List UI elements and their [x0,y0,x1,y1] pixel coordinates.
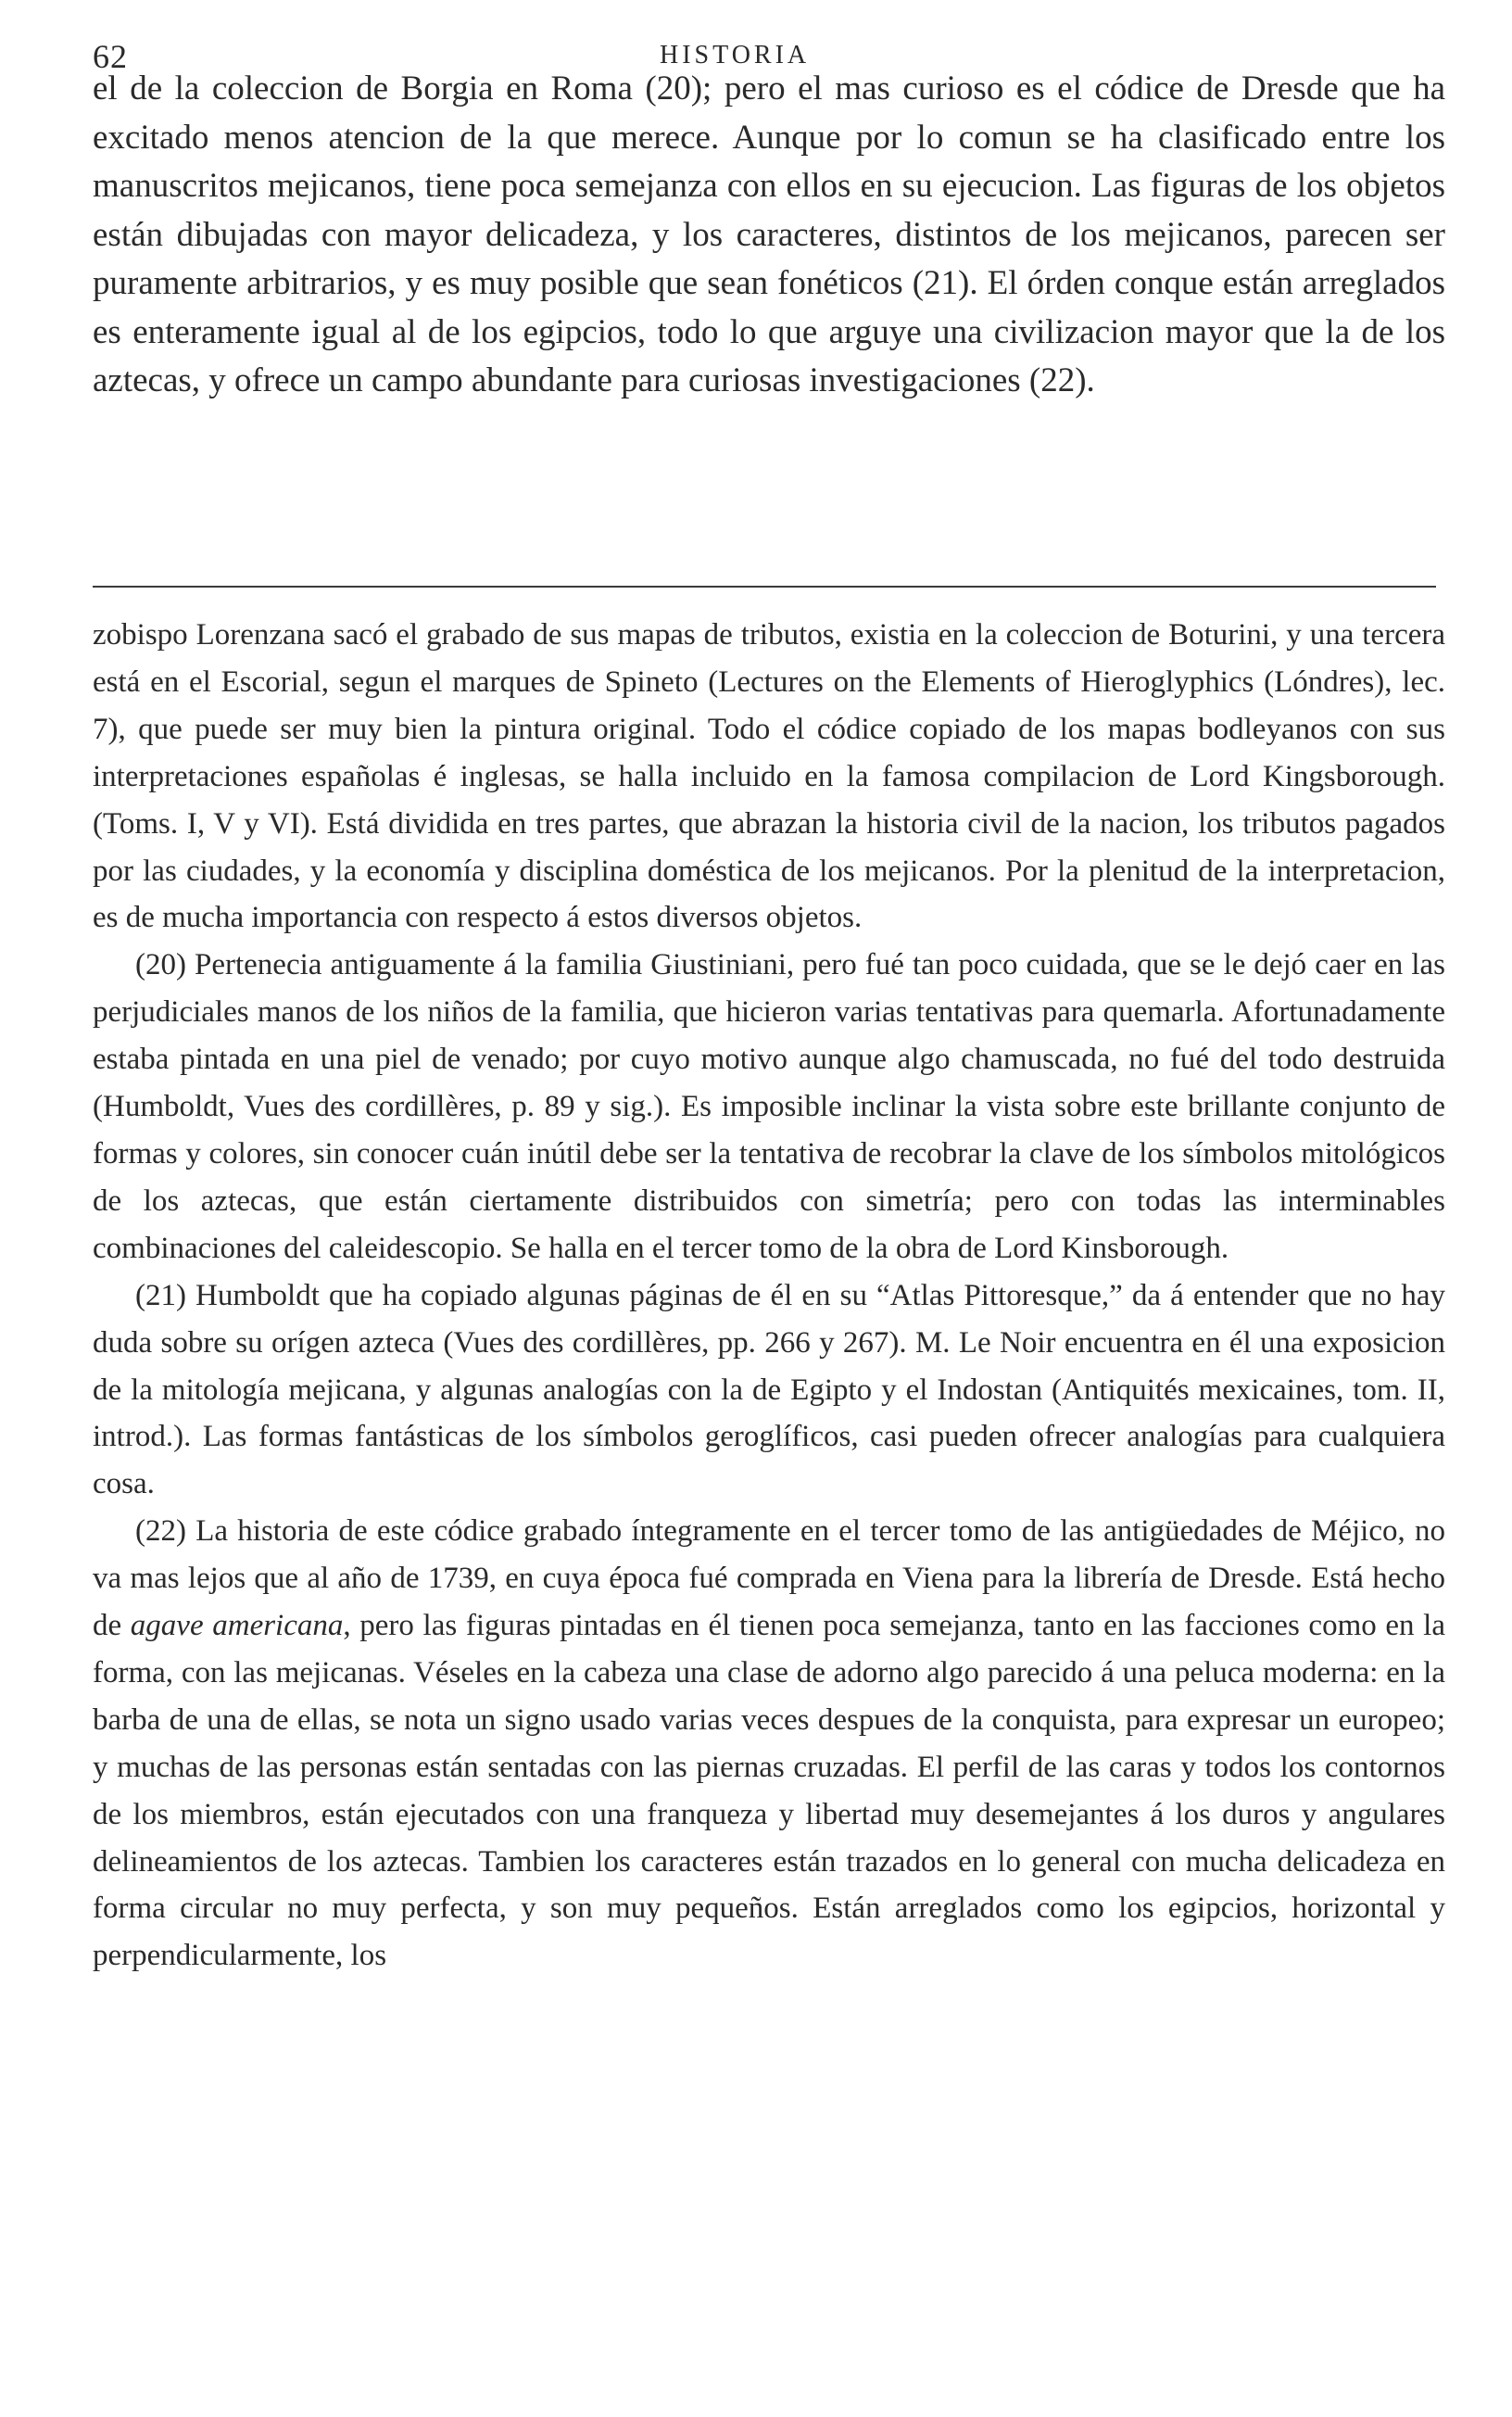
running-head: HISTORIA [660,41,811,70]
footnote-22-text-a: (22) La historia de este códice grabado íntegramente en el tercer tomo de las antigüedades de Méjico, no va mas lejos que al año de 1739, en cuya época fué comprada en Viena para la librería de Dresde. Está hecho de [93,1514,1445,1643]
footnote-continuation: zobispo Lorenzana sacó el grabado de sus mapas de tributos, existia en la coleccion de Boturini, y una tercera está en el Escorial, segun el marques de Spineto (Lectures on the Elements of Hieroglyphics (Lóndres), lec. 7), que puede ser muy bien la pintura original. Todo el códice copiado de los mapas bodleyanos con sus interpretaciones españolas é inglesas, se halla incluido en la famosa compilacion de Lord Kingsborough. (Toms. I, V y VI). Está dividida en tres partes, que abrazan la historia civil de la nacion, los tributos pagados por las ciudades, y la economía y disciplina doméstica de los mejicanos. Por la plenitud de la interpretacion, es de mucha importancia con respecto á estos diversos objetos. [93,618,1445,935]
footnote-22-italic-term: agave americana [130,1609,344,1643]
main-paragraph: el de la coleccion de Borgia en Roma (20); pero el mas curioso es el códice de Dresde que ha excitado menos atencion de la que merece. Aunque por lo comun se ha clasificado entre los manuscritos mejicanos, tiene poca semejanza con ellos en su ejecucion. Las figuras de los objetos están dibujadas con mayor delicadeza, y los caracteres, distintos de los mejicanos, parecen ser puramente arbitrarios, y es muy posible que sean fonéticos (21). El órden conque están arreglados es enteramente igual al de los egipcios, todo lo que arguye una civilizacion mayor que la de los aztecas, y ofrece un campo abundante para curiosas investigaciones (22). [93,70,1445,399]
page-number: 62 [93,38,128,75]
footnote-20: (20) Pertenecia antiguamente á la familia Giustiniani, pero fué tan poco cuidada, que se le dejó caer en las perjudiciales manos de los niños de la familia, que hicieron varias tentativas para quemarla. Afortunadamente estaba pintada en una piel de venado; por cuyo motivo aunque algo chamuscada, no fué del todo destruida (Humboldt, Vues des cordillères, p. 89 y sig.). Es imposible inclinar la vista sobre este brillante conjunto de formas y colores, sin conocer cuán inútil debe ser la tentativa de recobrar la clave de los símbolos mitológicos de los aztecas, que están ciertamente distribuidos con simetría; pero con todas las interminables combinaciones del caleidescopio. Se halla en el tercer tomo de la obra de Lord Kinsborough. [93,948,1445,1265]
footnote-21: (21) Humboldt que ha copiado algunas páginas de él en su “Atlas Pittoresque,” da á entender que no hay duda sobre su orígen azteca (Vues des cordillères, pp. 266 y 267). M. Le Noir encuentra en él una exposicion de la mitología mejicana, y algunas analogías con la de Egipto y el Indostan (Antiquités mexicaines, tom. II, introd.). Las formas fantásticas de los símbolos geroglíficos, casi pueden ofrecer analogías para cualquiera cosa. [93,1278,1445,1501]
footnote-divider [93,586,1436,588]
footnote-22-text-b: , pero las figuras pintadas en él tienen poca semejanza, tanto en las facciones como en la forma, con las mejicanas. Véseles en la cabeza una clase de adorno algo parecido á una peluca moderna: en la barba de una de ellas, se nota un signo usado varias veces despues de la conquista, para expresar un europeo; y muchas de las personas están sentadas con las piernas cruzadas. El perfil de las caras y todos los contornos de los miembros, están ejecutados con una franqueza y libertad muy desemejantes á los duros y angulares delineamientos de los aztecas. Tambien los caracteres están trazados en lo general con mucha delicadeza en forma circular no muy perfecta, y son muy pequeños. Están arreglados como los egipcios, horizontal y perpendicularmente, los [93,1609,1445,1973]
footnote-22 [93,1508,1445,1980]
footnotes [93,612,1445,1980]
